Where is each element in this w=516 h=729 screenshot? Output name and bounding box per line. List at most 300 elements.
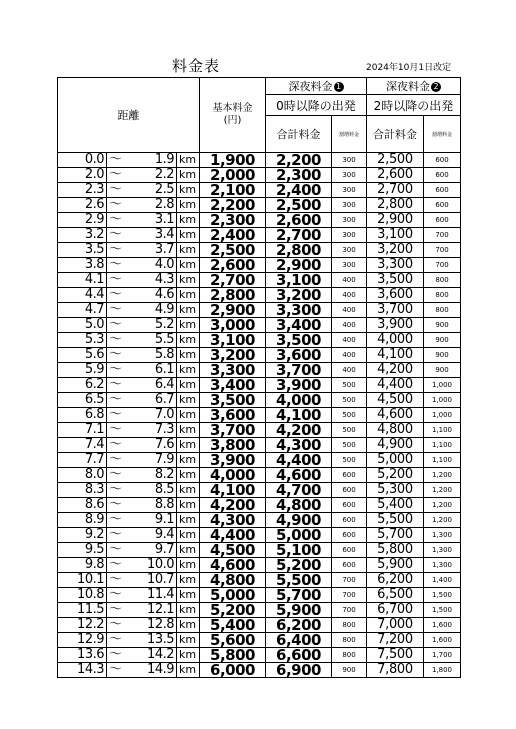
night-1-total: 5,100: [266, 543, 332, 558]
distance-cell: [58, 543, 200, 558]
night-1-surcharge: 400: [332, 363, 367, 378]
base-fare: 3,200: [200, 348, 266, 363]
table-row: [58, 468, 461, 483]
distance-cell: [58, 393, 200, 408]
distance-from: 2.9: [84, 212, 104, 227]
distance-unit: km: [176, 663, 199, 677]
base-fare: 2,700: [200, 273, 266, 288]
distance-from: 4.7: [84, 302, 104, 317]
distance-cell: [58, 453, 200, 468]
range-tilde: 〜: [106, 438, 137, 452]
table-row: [58, 228, 461, 243]
distance-to: 14.2: [147, 647, 174, 662]
night-2-total: 4,800: [367, 423, 424, 438]
table-row: [58, 363, 461, 378]
distance-cell: [58, 363, 200, 378]
distance-from: 5.0: [84, 317, 104, 332]
distance-from: 13.6: [77, 647, 104, 662]
night-2-total: 5,300: [367, 483, 424, 498]
night-2-total: 3,500: [367, 273, 424, 288]
night-1-surcharge: 600: [332, 543, 367, 558]
distance-unit: km: [176, 168, 199, 182]
night-1-surcharge: 400: [332, 333, 367, 348]
night-2-surcharge: 900: [424, 318, 461, 333]
night-2-total: 7,200: [367, 633, 424, 648]
night-1-total: 6,600: [266, 648, 332, 663]
night-2-surcharge: 600: [424, 213, 461, 228]
range-tilde: 〜: [106, 453, 137, 467]
table-row: [58, 618, 461, 633]
night-2-total: 2,900: [367, 213, 424, 228]
night-1-total: 4,600: [266, 468, 332, 483]
night-2-surcharge: 1,700: [424, 648, 461, 663]
base-fare: 5,600: [200, 633, 266, 648]
distance-from: 3.2: [84, 227, 104, 242]
distance-cell: [58, 273, 200, 288]
night-1-surcharge: 800: [332, 633, 367, 648]
distance-cell: [58, 153, 200, 168]
night-2-surcharge: 1,300: [424, 543, 461, 558]
range-tilde: 〜: [106, 273, 137, 287]
distance-from: 8.0: [84, 467, 104, 482]
distance-to: 10.7: [147, 572, 174, 587]
distance-from: 7.4: [84, 437, 104, 452]
night-1-surcharge: 900: [332, 663, 367, 678]
night-fare-2-time: 2時以降の出発: [367, 95, 461, 116]
distance-cell: [58, 438, 200, 453]
distance-unit: km: [176, 228, 199, 242]
night-1-total: 4,700: [266, 483, 332, 498]
base-fare: 4,600: [200, 558, 266, 573]
distance-to: 2.5: [154, 182, 174, 197]
base-fare: 3,400: [200, 378, 266, 393]
base-fare: 2,600: [200, 258, 266, 273]
night-2-surcharge: 700: [424, 258, 461, 273]
distance-from: 9.8: [84, 557, 104, 572]
distance-cell: [58, 168, 200, 183]
distance-from: 6.5: [84, 392, 104, 407]
distance-unit: km: [176, 513, 199, 527]
table-row: [58, 408, 461, 423]
range-tilde: 〜: [106, 573, 137, 587]
distance-cell: [58, 573, 200, 588]
range-tilde: 〜: [106, 618, 137, 632]
table-row: [58, 243, 461, 258]
distance-to: 2.8: [154, 197, 174, 212]
distance-cell: [58, 648, 200, 663]
distance-to: 3.4: [154, 227, 174, 242]
night-1-surcharge: 300: [332, 243, 367, 258]
distance-from: 5.6: [84, 347, 104, 362]
distance-to: 8.2: [154, 467, 174, 482]
night-1-surcharge: 400: [332, 288, 367, 303]
night-1-total: 5,900: [266, 603, 332, 618]
range-tilde: 〜: [106, 183, 137, 197]
night-2-total: 5,000: [367, 453, 424, 468]
night-2-total: 5,400: [367, 498, 424, 513]
range-tilde: 〜: [106, 153, 137, 167]
night-2-surcharge: 1,200: [424, 513, 461, 528]
table-row: [58, 153, 461, 168]
range-tilde: 〜: [106, 213, 137, 227]
distance-unit: km: [176, 588, 199, 602]
night-2-surcharge: 1,800: [424, 663, 461, 678]
night-fare-1-time: 0時以降の出発: [266, 95, 367, 116]
night-1-surcharge: 600: [332, 498, 367, 513]
night-1-total-header: 合計料金: [266, 116, 332, 153]
distance-from: 10.8: [77, 587, 104, 602]
night-2-total: 6,200: [367, 573, 424, 588]
night-2-total: 3,900: [367, 318, 424, 333]
distance-cell: [58, 198, 200, 213]
distance-cell: [58, 348, 200, 363]
distance-from: 8.3: [84, 482, 104, 497]
distance-unit: km: [176, 393, 199, 407]
night-1-total: 2,400: [266, 183, 332, 198]
base-fare: 2,100: [200, 183, 266, 198]
base-fare: 4,500: [200, 543, 266, 558]
table-row: [58, 663, 461, 678]
distance-to: 7.6: [154, 437, 174, 452]
night-1-surcharge: 300: [332, 213, 367, 228]
night-2-surcharge: 1,400: [424, 573, 461, 588]
distance-cell: [58, 513, 200, 528]
page-title: 料金表: [171, 57, 220, 75]
range-tilde: 〜: [106, 348, 137, 362]
night-1-total: 2,500: [266, 198, 332, 213]
base-fare: 2,000: [200, 168, 266, 183]
fare-table: [57, 77, 461, 678]
table-row: [58, 648, 461, 663]
distance-to: 12.1: [147, 602, 174, 617]
distance-unit: km: [176, 363, 199, 377]
distance-from: 3.5: [84, 242, 104, 257]
distance-cell: [58, 243, 200, 258]
table-row: [58, 378, 461, 393]
table-row: [58, 603, 461, 618]
distance-to: 8.5: [154, 482, 174, 497]
distance-unit: km: [176, 618, 199, 632]
night-2-surcharge: 600: [424, 153, 461, 168]
night-2-surcharge: 1,600: [424, 618, 461, 633]
distance-to: 5.8: [154, 347, 174, 362]
distance-cell: [58, 558, 200, 573]
night-1-total: 4,100: [266, 408, 332, 423]
night-2-total: 3,100: [367, 228, 424, 243]
circled-number-1-icon: 1: [334, 82, 344, 92]
distance-unit: km: [176, 438, 199, 452]
distance-from: 0.0: [84, 152, 104, 167]
base-fare: 3,000: [200, 318, 266, 333]
range-tilde: 〜: [106, 378, 137, 392]
night-1-surcharge: 600: [332, 483, 367, 498]
distance-to: 6.1: [154, 362, 174, 377]
base-fare: 3,700: [200, 423, 266, 438]
night-2-surcharge: 900: [424, 363, 461, 378]
distance-unit: km: [176, 528, 199, 542]
night-1-surcharge: 600: [332, 528, 367, 543]
night-1-surcharge: 300: [332, 183, 367, 198]
night-1-total: 3,500: [266, 333, 332, 348]
night-2-total: 6,500: [367, 588, 424, 603]
table-row: [58, 213, 461, 228]
base-fare: 4,300: [200, 513, 266, 528]
night-1-total: 4,400: [266, 453, 332, 468]
range-tilde: 〜: [106, 198, 137, 212]
night-1-surcharge: 500: [332, 378, 367, 393]
distance-from: 8.9: [84, 512, 104, 527]
distance-cell: [58, 288, 200, 303]
night-1-surcharge: 400: [332, 318, 367, 333]
night-1-surcharge: 700: [332, 573, 367, 588]
distance-from: 3.8: [84, 257, 104, 272]
distance-unit: km: [176, 498, 199, 512]
night-1-surcharge: 600: [332, 558, 367, 573]
night-2-surcharge: 1,500: [424, 603, 461, 618]
distance-from: 2.3: [84, 182, 104, 197]
distance-to: 2.2: [154, 167, 174, 182]
base-fare-header-label: 基本料金: [212, 103, 253, 114]
distance-cell: [58, 663, 200, 678]
base-fare: 5,800: [200, 648, 266, 663]
table-row: [58, 288, 461, 303]
night-1-surcharge: 600: [332, 513, 367, 528]
night-2-total: 4,200: [367, 363, 424, 378]
table-row: [58, 348, 461, 363]
night-2-surcharge: 1,600: [424, 633, 461, 648]
night-fare-1-header: [266, 78, 367, 95]
night-1-surcharge: 300: [332, 228, 367, 243]
distance-to: 9.1: [154, 512, 174, 527]
table-row: [58, 258, 461, 273]
distance-cell: [58, 408, 200, 423]
base-fare: 4,000: [200, 468, 266, 483]
night-2-surcharge: 700: [424, 243, 461, 258]
distance-unit: km: [176, 303, 199, 317]
distance-to: 7.0: [154, 407, 174, 422]
distance-unit: km: [176, 543, 199, 557]
distance-unit: km: [176, 573, 199, 587]
night-2-surcharge: 900: [424, 333, 461, 348]
base-fare: 3,900: [200, 453, 266, 468]
distance-unit: km: [176, 558, 199, 572]
night-2-surcharge: 600: [424, 198, 461, 213]
range-tilde: 〜: [106, 513, 137, 527]
night-1-total: 3,400: [266, 318, 332, 333]
night-1-total: 2,800: [266, 243, 332, 258]
night-2-total: 6,700: [367, 603, 424, 618]
circled-number-2-icon: 2: [431, 82, 441, 92]
night-2-surcharge: 800: [424, 303, 461, 318]
night-1-surcharge: 500: [332, 423, 367, 438]
night-2-total: 3,700: [367, 303, 424, 318]
table-row: [58, 453, 461, 468]
base-fare: 2,500: [200, 243, 266, 258]
night-1-total: 5,200: [266, 558, 332, 573]
night-1-surcharge: 800: [332, 648, 367, 663]
distance-cell: [58, 228, 200, 243]
base-fare: 2,400: [200, 228, 266, 243]
distance-to: 7.3: [154, 422, 174, 437]
night-2-surcharge: 1,200: [424, 483, 461, 498]
night-1-total: 3,200: [266, 288, 332, 303]
distance-to: 3.7: [154, 242, 174, 257]
night-2-surcharge: 1,000: [424, 408, 461, 423]
distance-to: 3.1: [154, 212, 174, 227]
night-1-total: 2,600: [266, 213, 332, 228]
distance-cell: [58, 378, 200, 393]
night-2-surcharge: 600: [424, 183, 461, 198]
range-tilde: 〜: [106, 483, 137, 497]
night-2-total: 4,500: [367, 393, 424, 408]
range-tilde: 〜: [106, 648, 137, 662]
range-tilde: 〜: [106, 228, 137, 242]
table-row: [58, 588, 461, 603]
base-fare: 4,800: [200, 573, 266, 588]
night-2-total: 4,100: [367, 348, 424, 363]
night-2-total: 4,400: [367, 378, 424, 393]
night-2-surcharge: 1,500: [424, 588, 461, 603]
distance-from: 5.3: [84, 332, 104, 347]
night-2-total: 4,000: [367, 333, 424, 348]
night-2-total: 4,900: [367, 438, 424, 453]
night-2-total: 5,700: [367, 528, 424, 543]
range-tilde: 〜: [106, 303, 137, 317]
night-1-surcharge: 400: [332, 303, 367, 318]
base-fare: 6,000: [200, 663, 266, 678]
night-1-total: 3,600: [266, 348, 332, 363]
table-row: [58, 513, 461, 528]
night-1-total: 2,900: [266, 258, 332, 273]
distance-unit: km: [176, 153, 199, 167]
night-2-total: 5,800: [367, 543, 424, 558]
night-1-surcharge: 300: [332, 168, 367, 183]
night-1-total: 4,200: [266, 423, 332, 438]
range-tilde: 〜: [106, 318, 137, 332]
night-1-total: 3,700: [266, 363, 332, 378]
night-1-surcharge: 300: [332, 153, 367, 168]
night-2-surcharge: 900: [424, 348, 461, 363]
night-1-surcharge: 500: [332, 408, 367, 423]
distance-to: 4.0: [154, 257, 174, 272]
night-2-surcharge: 800: [424, 288, 461, 303]
night-1-total: 3,900: [266, 378, 332, 393]
distance-from: 9.5: [84, 542, 104, 557]
night-1-total: 3,100: [266, 273, 332, 288]
distance-unit: km: [176, 243, 199, 257]
table-row: [58, 333, 461, 348]
distance-from: 9.2: [84, 527, 104, 542]
distance-from: 2.0: [84, 167, 104, 182]
distance-unit: km: [176, 273, 199, 287]
night-2-surcharge: 1,200: [424, 468, 461, 483]
base-fare: 3,800: [200, 438, 266, 453]
distance-cell: [58, 633, 200, 648]
night-2-surcharge: 800: [424, 273, 461, 288]
range-tilde: 〜: [106, 558, 137, 572]
base-fare: 2,900: [200, 303, 266, 318]
revision-date: 2024年10月1日改定: [366, 63, 452, 73]
night-1-total: 3,300: [266, 303, 332, 318]
range-tilde: 〜: [106, 498, 137, 512]
range-tilde: 〜: [106, 168, 137, 182]
distance-to: 6.4: [154, 377, 174, 392]
distance-cell: [58, 588, 200, 603]
base-fare: 4,200: [200, 498, 266, 513]
distance-from: 2.6: [84, 197, 104, 212]
distance-to: 14.9: [147, 662, 174, 677]
distance-unit: km: [176, 348, 199, 362]
distance-cell: [58, 183, 200, 198]
night-fare-2-label: 深夜料金: [386, 80, 430, 93]
night-1-surcharge: 500: [332, 393, 367, 408]
base-fare: 1,900: [200, 153, 266, 168]
night-2-total: 4,600: [367, 408, 424, 423]
distance-to: 11.4: [147, 587, 174, 602]
night-1-total: 4,800: [266, 498, 332, 513]
distance-from: 6.8: [84, 407, 104, 422]
distance-cell: [58, 213, 200, 228]
range-tilde: 〜: [106, 528, 137, 542]
table-row: [58, 483, 461, 498]
base-fare: 5,000: [200, 588, 266, 603]
distance-unit: km: [176, 423, 199, 437]
distance-to: 13.5: [147, 632, 174, 647]
distance-unit: km: [176, 198, 199, 212]
night-1-total: 4,300: [266, 438, 332, 453]
distance-to: 8.8: [154, 497, 174, 512]
distance-to: 4.3: [154, 272, 174, 287]
distance-from: 7.7: [84, 452, 104, 467]
night-2-total: 2,600: [367, 168, 424, 183]
distance-from: 6.2: [84, 377, 104, 392]
night-1-surcharge: 400: [332, 348, 367, 363]
base-fare: 3,300: [200, 363, 266, 378]
distance-to: 4.6: [154, 287, 174, 302]
night-2-surcharge: 1,100: [424, 423, 461, 438]
distance-cell: [58, 258, 200, 273]
night-2-total: 5,900: [367, 558, 424, 573]
distance-to: 9.7: [154, 542, 174, 557]
distance-unit: km: [176, 603, 199, 617]
distance-unit: km: [176, 648, 199, 662]
night-1-surcharge: 700: [332, 603, 367, 618]
night-1-surcharge: 500: [332, 438, 367, 453]
table-row: [58, 558, 461, 573]
range-tilde: 〜: [106, 588, 137, 602]
distance-to: 9.4: [154, 527, 174, 542]
distance-cell: [58, 498, 200, 513]
range-tilde: 〜: [106, 333, 137, 347]
night-2-surcharge: 1,000: [424, 393, 461, 408]
distance-from: 11.5: [77, 602, 104, 617]
distance-unit: km: [176, 453, 199, 467]
distance-unit: km: [176, 633, 199, 647]
distance-from: 10.1: [77, 572, 104, 587]
night-2-total: 2,500: [367, 153, 424, 168]
night-2-total-header: 合計料金: [367, 116, 424, 153]
base-fare: 2,300: [200, 213, 266, 228]
base-fare-header-unit: (円): [223, 115, 242, 126]
base-fare: 5,200: [200, 603, 266, 618]
night-2-surcharge: 1,100: [424, 453, 461, 468]
table-row: [58, 633, 461, 648]
distance-cell: [58, 333, 200, 348]
distance-unit: km: [176, 318, 199, 332]
night-fare-1-label: 深夜料金: [288, 80, 333, 93]
night-1-surcharge-header: 割増料金: [332, 116, 367, 153]
night-2-total: 7,800: [367, 663, 424, 678]
